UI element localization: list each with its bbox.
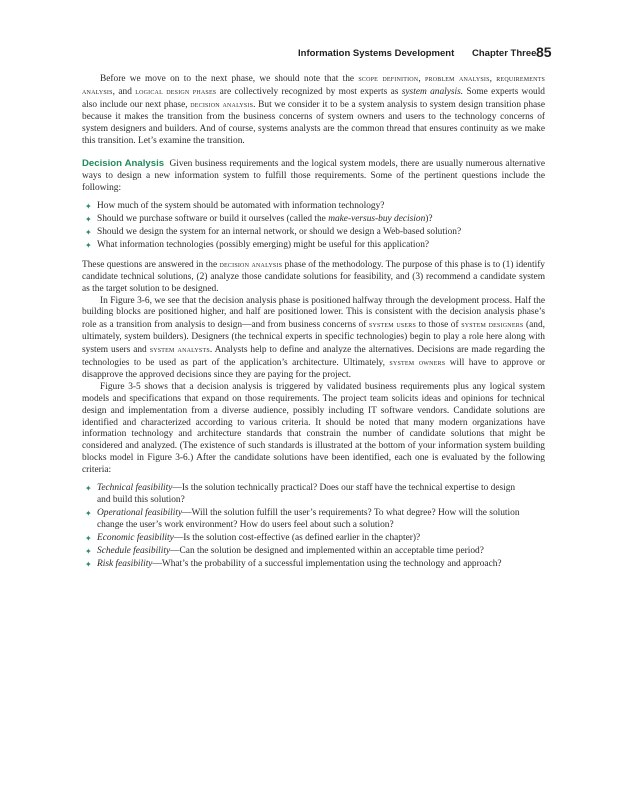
paragraph-questions-answered: These questions are answered in the decision analysis phase of the methodology. The purpose of this phase is to (1) identify candidate technical solutions, (2) analyze those candidate solutions for feasibility, and (3) recommend a candidate system as the target solution to be designed.: [82, 258, 545, 294]
bullet-icon: ✦: [85, 215, 92, 225]
list-item: ✦ Operational feasibility—Will the solution fulfill the user’s requirements? To what degree? How will the solution change the user’s work environment? How do users feel about such a solution?: [85, 507, 520, 530]
list-item: ✦ What information technologies (possibly emerging) might be useful for this application?: [85, 239, 430, 250]
bullet-icon: ✦: [85, 202, 92, 212]
bullet-icon: ✦: [85, 484, 92, 494]
list-item: ✦ Should we design the system for an internal network, or should we design a Web-based solution?: [85, 226, 462, 237]
paragraph-decision-analysis: Decision Analysis Given business requirements and the logical system models, there are usually numerous alternative ways to design a new information system to fulfill those requirements. Some of the pertinent questions include the following:: [82, 158, 545, 194]
paragraph-figure-3-5: Figure 3-5 shows that a decision analysis is triggered by validated business requirements plus any logical system models and specifications that expand on those requirements. The project team solicits ideas and opinions for technical design and implementation from a diverse audience, possibly including IT software vendors. Candidate solutions are identified and characterized according to various criteria. It should be noted that many modern organizations have information technology and architecture standards that constrain the number of candidate solutions that might be considered and analyzed. (The existence of such standards is illustrated at the bottom of your information system building blocks model in Figure 3-6.) After the candidate solutions have been identified, each one is evaluated by the following criteria:: [82, 381, 545, 476]
paragraph-phase-transition: Before we move on to the next phase, we should note that the scope definition, problem analysis, requirements analysis, and logical design phases are collectively recognized by most experts as system analysis. Some experts would also include our next phase, decision analysis. But we consider it to be a system analysis to system design transition phase because it makes the transition from the business concerns of system owners and users to the technology concerns of system designers and builders. And of course, systems analysts are the common thread that ensures continuity as we make this transition. Let’s examine the transition.: [82, 73, 546, 146]
bullet-icon: ✦: [85, 508, 92, 518]
page-number: 85: [536, 44, 552, 60]
section-heading: Decision Analysis: [82, 158, 165, 170]
list-item: ✦ How much of the system should be automated with information technology?: [85, 201, 385, 212]
list-item: ✦ Risk feasibility—What’s the probability of a successful implementation using the technology and approach?: [85, 558, 502, 569]
list-item: ✦ Schedule feasibility—Can the solution be designed and implemented within an acceptable time period?: [85, 545, 484, 556]
running-title: Information Systems Development: [298, 48, 455, 59]
list-item: ✦ Economic feasibility—Is the solution cost-effective (as defined earlier in the chapter)?: [85, 532, 421, 543]
criteria-list: [82, 483, 545, 570]
page-body: [82, 73, 545, 571]
list-item: ✦ Should we purchase software or build it ourselves (called the make-versus-buy decision)?: [85, 214, 433, 225]
question-list: [82, 201, 545, 252]
bullet-icon: ✦: [85, 559, 92, 569]
bullet-icon: ✦: [85, 533, 92, 543]
bullet-icon: ✦: [85, 227, 92, 237]
chapter-label: Chapter Three: [472, 48, 537, 59]
list-item: ✦ Technical feasibility—Is the solution technically practical? Does our staff have the technical expertise to design and build this solution?: [85, 483, 516, 505]
bullet-icon: ✦: [85, 546, 92, 556]
bullet-icon: ✦: [85, 240, 92, 250]
paragraph-figure-3-6: In Figure 3-6, we see that the decision analysis phase is positioned halfway through the development process. Half the building blocks are positioned higher, and half are positioned lower. This is consistent with the decision analysis phase’s role as a transition from analysis to design—and from business concerns of system users to those of system designers (and, ultimately, system builders). Designers (the technical experts in specific technologies) begin to play a role here along with system users and system analysts. Analysts help to define and analyze the alternatives. Decisions are made regarding the technologies to be used as part of the application’s architecture. Ultimately, system owners will have to approve or disapprove the approved decisions since they are paying for the project.: [82, 295, 546, 380]
running-header: [0, 44, 619, 64]
